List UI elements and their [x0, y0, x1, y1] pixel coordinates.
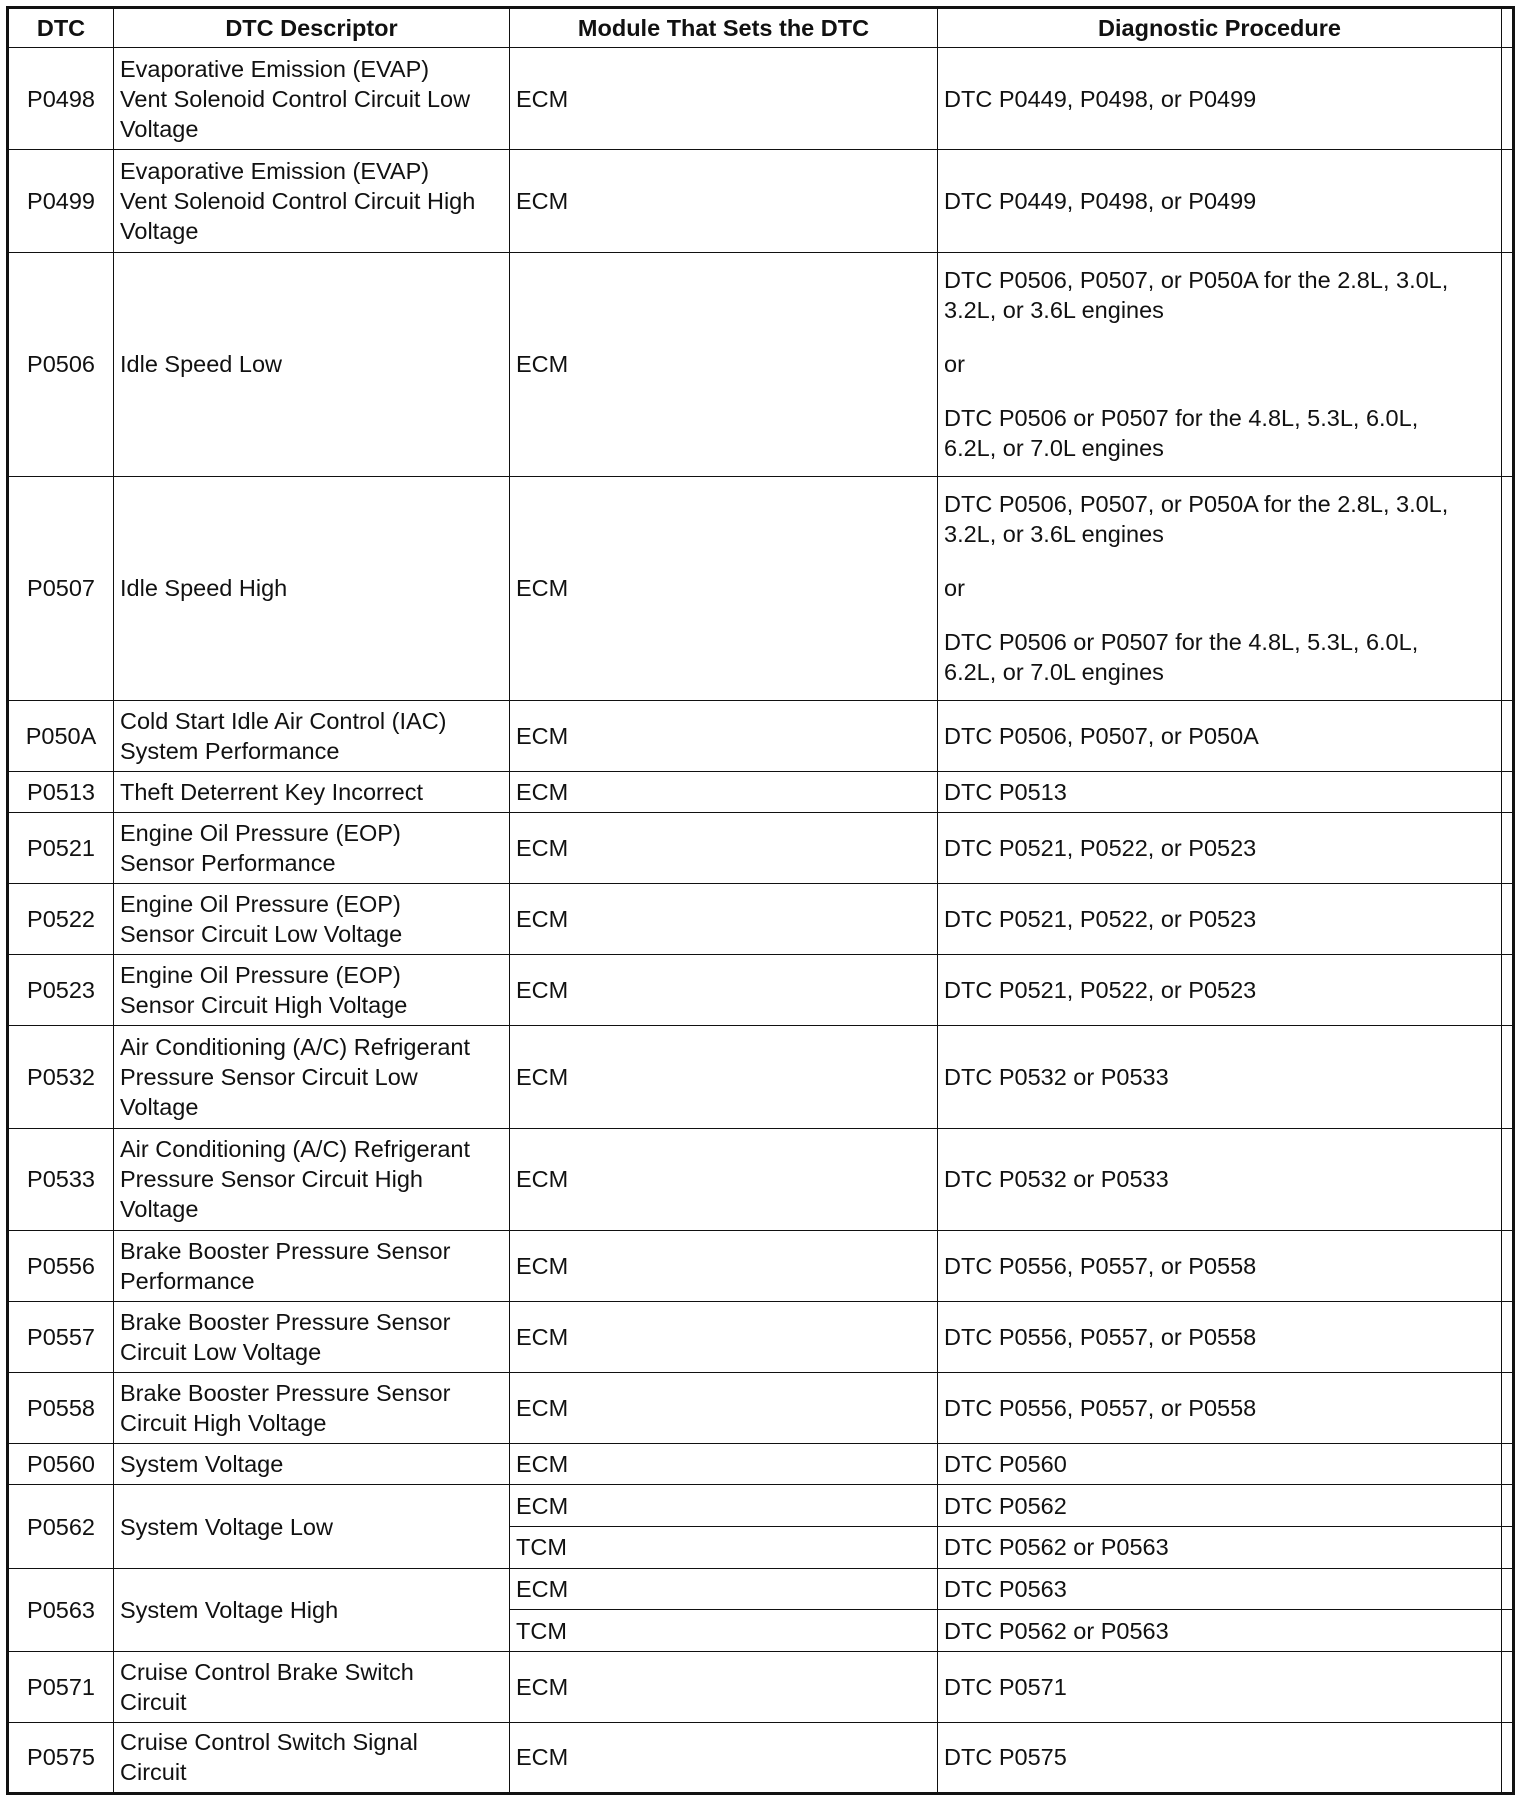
procedure-cell — [938, 48, 1502, 150]
table-row — [8, 955, 1514, 1026]
procedure-line: 6.2L, or 7.0L engines — [944, 659, 1164, 686]
descriptor-line: Sensor Performance — [120, 850, 336, 877]
procedure-line: DTC P0506 or P0507 for the 4.8L, 5.3L, 6.0L, — [944, 405, 1419, 432]
dtc-code-cell: P0557 — [8, 1301, 114, 1372]
dtc-code-cell: P0506 — [8, 252, 114, 476]
right-margin-cell — [1502, 1128, 1514, 1230]
right-margin-cell — [1502, 1231, 1514, 1302]
right-margin-cell — [1502, 1443, 1514, 1485]
table-row — [8, 252, 1514, 476]
procedure-line: DTC P0532 or P0533 — [944, 1166, 1169, 1193]
dtc-code-cell: P0533 — [8, 1128, 114, 1230]
right-margin-cell — [1502, 955, 1514, 1026]
descriptor-line: Theft Deterrent Key Incorrect — [120, 779, 424, 806]
procedure-line: DTC P0506, P0507, or P050A for the 2.8L, 3.0L, — [944, 491, 1449, 518]
module-cell: ECM — [510, 1301, 938, 1372]
descriptor-cell — [114, 1443, 510, 1485]
procedure-cell — [938, 252, 1502, 476]
descriptor-line: Pressure Sensor Circuit Low — [120, 1063, 418, 1090]
right-margin-cell — [1502, 1568, 1514, 1610]
procedure-cell — [938, 1722, 1502, 1793]
descriptor-line: Evaporative Emission (EVAP) — [120, 55, 430, 82]
dtc-code-cell: P0532 — [8, 1026, 114, 1128]
descriptor-cell — [114, 884, 510, 955]
procedure-line: DTC P0556, P0557, or P0558 — [944, 1253, 1257, 1279]
procedure-line: DTC P0521, P0522, or P0523 — [944, 906, 1257, 933]
table-row — [8, 1568, 1514, 1610]
right-margin-cell — [1502, 700, 1514, 771]
descriptor-cell — [114, 1231, 510, 1302]
header-descriptor: DTC Descriptor — [114, 8, 510, 48]
table-row — [8, 1651, 1514, 1722]
procedure-line: DTC P0521, P0522, or P0523 — [944, 835, 1257, 862]
dtc-code-cell: P0499 — [8, 150, 114, 252]
descriptor-cell — [114, 700, 510, 771]
table-header-row — [8, 8, 1514, 48]
module-cell: ECM — [510, 1722, 938, 1793]
descriptor-line: System Voltage High — [120, 1596, 339, 1623]
dtc-code-cell: P0558 — [8, 1372, 114, 1443]
right-margin-cell — [1502, 1651, 1514, 1722]
right-margin-cell — [1502, 1485, 1514, 1527]
module-cell: ECM — [510, 252, 938, 476]
module-cell: ECM — [510, 1651, 938, 1722]
descriptor-cell — [114, 1128, 510, 1230]
procedure-line: 3.2L, or 3.6L engines — [944, 297, 1164, 324]
descriptor-cell — [114, 48, 510, 150]
descriptor-cell — [114, 1301, 510, 1372]
module-cell: ECM — [510, 1231, 938, 1302]
table-body — [8, 48, 1514, 1794]
dtc-code-cell: P0575 — [8, 1722, 114, 1793]
descriptor-line: Engine Oil Pressure (EOP) — [120, 962, 401, 989]
dtc-table — [6, 6, 1515, 1795]
right-margin-cell — [1502, 150, 1514, 252]
descriptor-line: Performance — [120, 1268, 255, 1294]
dtc-code-cell: P0498 — [8, 48, 114, 150]
descriptor-cell — [114, 1485, 510, 1568]
descriptor-line: Idle Speed Low — [120, 351, 283, 378]
header-procedure: Diagnostic Procedure — [938, 8, 1502, 48]
dtc-code-cell: P0507 — [8, 476, 114, 700]
descriptor-line: Voltage — [120, 115, 199, 142]
module-cell: ECM — [510, 48, 938, 150]
procedure-line: or — [944, 575, 965, 602]
right-margin-cell — [1502, 1301, 1514, 1372]
descriptor-cell — [114, 476, 510, 700]
table-row — [8, 771, 1514, 813]
procedure-cell — [938, 1443, 1502, 1485]
procedure-cell — [938, 1301, 1502, 1372]
dtc-code-cell: P0521 — [8, 813, 114, 884]
module-cell: ECM — [510, 700, 938, 771]
module-cell: ECM — [510, 813, 938, 884]
descriptor-line: Air Conditioning (A/C) Refrigerant — [120, 1136, 471, 1163]
table-row — [8, 700, 1514, 771]
table-row — [8, 48, 1514, 150]
descriptor-cell — [114, 1372, 510, 1443]
procedure-cell — [938, 884, 1502, 955]
descriptor-line: Evaporative Emission (EVAP) — [120, 158, 430, 185]
module-cell: ECM — [510, 884, 938, 955]
descriptor-cell — [114, 813, 510, 884]
descriptor-line: Cruise Control Brake Switch — [120, 1658, 414, 1685]
descriptor-line: System Voltage — [120, 1451, 284, 1478]
dtc-code-cell: P0562 — [8, 1485, 114, 1568]
module-cell: ECM — [510, 150, 938, 252]
descriptor-line: Pressure Sensor Circuit High — [120, 1166, 423, 1193]
procedure-line: DTC P0506, P0507, or P050A — [944, 722, 1259, 749]
right-margin-cell — [1502, 884, 1514, 955]
descriptor-line: Brake Booster Pressure Sensor — [120, 1238, 451, 1264]
descriptor-line: Voltage — [120, 1196, 199, 1223]
procedure-line — [944, 549, 1495, 573]
procedure-line — [944, 603, 1495, 627]
procedure-line — [944, 379, 1495, 403]
procedure-line: DTC P0521, P0522, or P0523 — [944, 977, 1257, 1004]
procedure-line: DTC P0506, P0507, or P050A for the 2.8L, 3.0L, — [944, 267, 1449, 294]
module-cell: ECM — [510, 771, 938, 813]
table-row — [8, 1128, 1514, 1230]
module-cell: ECM — [510, 1026, 938, 1128]
procedure-cell — [938, 700, 1502, 771]
right-margin-cell — [1502, 1610, 1514, 1652]
procedure-cell: DTC P0562 or P0563 — [938, 1527, 1502, 1569]
procedure-cell — [938, 813, 1502, 884]
procedure-line: 6.2L, or 7.0L engines — [944, 435, 1164, 462]
procedure-line: DTC P0556, P0557, or P0558 — [944, 1323, 1257, 1350]
table-row — [8, 1722, 1514, 1793]
procedure-line: DTC P0575 — [944, 1744, 1067, 1771]
module-cell: TCM — [510, 1610, 938, 1652]
procedure-line: DTC P0513 — [944, 779, 1067, 806]
procedure-cell — [938, 476, 1502, 700]
procedure-line: DTC P0556, P0557, or P0558 — [944, 1394, 1257, 1421]
procedure-cell: DTC P0562 or P0563 — [938, 1610, 1502, 1652]
table-row — [8, 1372, 1514, 1443]
procedure-cell: DTC P0562 — [938, 1485, 1502, 1527]
descriptor-cell — [114, 1722, 510, 1793]
right-margin-cell — [1502, 1026, 1514, 1128]
right-margin-cell — [1502, 1372, 1514, 1443]
descriptor-line: Vent Solenoid Control Circuit Low — [120, 85, 471, 112]
procedure-line: DTC P0571 — [944, 1673, 1067, 1700]
descriptor-line: System Performance — [120, 737, 340, 764]
dtc-code-cell: P0560 — [8, 1443, 114, 1485]
descriptor-cell — [114, 1026, 510, 1128]
descriptor-line: Engine Oil Pressure (EOP) — [120, 891, 401, 918]
descriptor-cell — [114, 1568, 510, 1651]
descriptor-line: Brake Booster Pressure Sensor — [120, 1308, 451, 1335]
table-row — [8, 1026, 1514, 1128]
procedure-cell — [938, 1372, 1502, 1443]
procedure-cell — [938, 1128, 1502, 1230]
descriptor-cell — [114, 1651, 510, 1722]
right-margin-cell — [1502, 476, 1514, 700]
descriptor-line: Sensor Circuit High Voltage — [120, 992, 408, 1019]
dtc-code-cell: P0513 — [8, 771, 114, 813]
descriptor-line: Circuit Low Voltage — [120, 1338, 322, 1365]
right-margin-cell — [1502, 48, 1514, 150]
procedure-cell — [938, 150, 1502, 252]
dtc-code-cell: P0522 — [8, 884, 114, 955]
table-row — [8, 150, 1514, 252]
procedure-line: DTC P0449, P0498, or P0499 — [944, 85, 1257, 112]
procedure-line: DTC P0506 or P0507 for the 4.8L, 5.3L, 6.0L, — [944, 629, 1419, 656]
dtc-code-cell: P050A — [8, 700, 114, 771]
procedure-line: DTC P0560 — [944, 1451, 1067, 1478]
module-cell: ECM — [510, 1443, 938, 1485]
descriptor-line: Voltage — [120, 1093, 199, 1120]
right-margin-cell — [1502, 8, 1514, 48]
procedure-line: 3.2L, or 3.6L engines — [944, 521, 1164, 548]
module-cell: ECM — [510, 1372, 938, 1443]
descriptor-line: Circuit — [120, 1759, 187, 1786]
table-row — [8, 1231, 1514, 1302]
descriptor-line: Cold Start Idle Air Control (IAC) — [120, 707, 447, 734]
module-cell: ECM — [510, 1485, 938, 1527]
procedure-cell — [938, 955, 1502, 1026]
procedure-line: DTC P0532 or P0533 — [944, 1063, 1169, 1090]
table-row — [8, 1485, 1514, 1527]
table-row — [8, 1301, 1514, 1372]
descriptor-line: Sensor Circuit Low Voltage — [120, 921, 403, 948]
dtc-code-cell: P0523 — [8, 955, 114, 1026]
descriptor-line: System Voltage Low — [120, 1513, 333, 1540]
document-page — [6, 6, 1512, 1795]
descriptor-line: Brake Booster Pressure Sensor — [120, 1379, 451, 1406]
descriptor-line: Cruise Control Switch Signal — [120, 1729, 418, 1756]
right-margin-cell — [1502, 1722, 1514, 1793]
procedure-cell — [938, 1026, 1502, 1128]
module-cell: ECM — [510, 1128, 938, 1230]
header-dtc: DTC — [8, 8, 114, 48]
procedure-line — [944, 325, 1495, 349]
descriptor-line: Air Conditioning (A/C) Refrigerant — [120, 1033, 471, 1060]
descriptor-line: Engine Oil Pressure (EOP) — [120, 820, 401, 847]
descriptor-cell — [114, 150, 510, 252]
module-cell: ECM — [510, 955, 938, 1026]
table-row — [8, 1443, 1514, 1485]
procedure-cell — [938, 1651, 1502, 1722]
right-margin-cell — [1502, 252, 1514, 476]
descriptor-line: Idle Speed High — [120, 575, 288, 602]
right-margin-cell — [1502, 771, 1514, 813]
table-row — [8, 476, 1514, 700]
descriptor-line: Vent Solenoid Control Circuit High — [120, 188, 476, 215]
dtc-code-cell: P0571 — [8, 1651, 114, 1722]
table-row — [8, 884, 1514, 955]
header-module: Module That Sets the DTC — [510, 8, 938, 48]
procedure-cell — [938, 1231, 1502, 1302]
procedure-cell — [938, 771, 1502, 813]
module-cell: ECM — [510, 476, 938, 700]
descriptor-line: Circuit High Voltage — [120, 1409, 327, 1436]
descriptor-cell — [114, 252, 510, 476]
descriptor-cell — [114, 771, 510, 813]
right-margin-cell — [1502, 813, 1514, 884]
procedure-line: DTC P0449, P0498, or P0499 — [944, 188, 1257, 215]
right-margin-cell — [1502, 1527, 1514, 1569]
descriptor-line: Circuit — [120, 1688, 187, 1715]
descriptor-cell — [114, 955, 510, 1026]
module-cell: TCM — [510, 1527, 938, 1569]
table-row — [8, 813, 1514, 884]
module-cell: ECM — [510, 1568, 938, 1610]
procedure-line: or — [944, 351, 965, 378]
procedure-cell: DTC P0563 — [938, 1568, 1502, 1610]
descriptor-line: Voltage — [120, 218, 199, 245]
dtc-code-cell: P0563 — [8, 1568, 114, 1651]
dtc-code-cell: P0556 — [8, 1231, 114, 1302]
